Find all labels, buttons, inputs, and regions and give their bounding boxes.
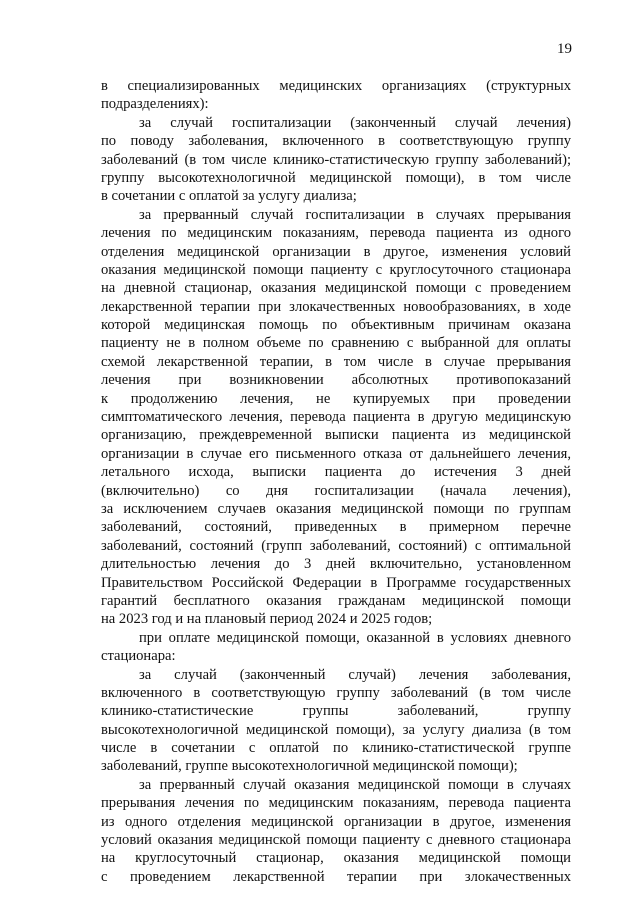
text-line: к продолжению лечения, не купируемых при проведении <box>101 390 571 407</box>
text-line: организации в случае его письменного отказа от дальнейшего лечения, <box>101 445 571 462</box>
text-line: за прерванный случай оказания медицинской помощи в случаях <box>139 776 571 793</box>
text-line: (включительно) со дня госпитализации (начала лечения), <box>101 482 571 499</box>
text-line: симптоматического лечения, перевода пациента в другую медицинскую <box>101 409 571 426</box>
text-line: организацию, преждевременной выписки пациента из медицинской <box>101 427 571 444</box>
text-line: за случай (законченный случай) лечения заболевания, <box>139 666 571 683</box>
text-line: за прерванный случай госпитализации в случаях прерывания <box>139 206 571 223</box>
text-line: высокотехнологичной медицинской помощи), за услугу диализа (в том <box>101 721 571 738</box>
text-line: отделения медицинской организации в другое, изменения условий <box>101 243 571 260</box>
text-line: включенного в соответствующую группу заболеваний (в том числе <box>101 684 571 701</box>
text-line: за исключением случаев оказания медицинской помощи по группам <box>101 500 571 517</box>
text-line: пациенту не в полном объеме по сравнению с выбранной для оплаты <box>101 335 571 352</box>
text-line: группу высокотехнологичной медицинской помощи), в том числе <box>101 169 571 186</box>
text-line: за случай госпитализации (законченный случай лечения) <box>139 114 571 131</box>
text-line: на дневной стационар, оказания медицинской помощи с проведением <box>101 280 571 297</box>
text-line: заболеваний (в том числе клинико-статистическую группу заболеваний); <box>101 151 571 168</box>
text-line: оказания медицинской помощи пациенту с круглосуточного стационара <box>101 261 571 278</box>
text-line: из одного отделения медицинской организации в другое, изменения <box>101 813 571 830</box>
text-line: в сочетании с оплатой за услугу диализа; <box>101 188 357 205</box>
text-line: по поводу заболевания, включенного в соответствующую группу <box>101 133 571 150</box>
text-line: на 2023 год и на плановый период 2024 и 2025 годов; <box>101 611 433 628</box>
text-line: Правительством Российской Федерации в Программе государственных <box>101 574 571 591</box>
text-line: лечения при возникновении абсолютных противопоказаний <box>101 372 571 389</box>
text-line: прерывания лечения по медицинским показаниям, перевода пациента <box>101 795 571 812</box>
text-line: в специализированных медицинских организациях (структурных <box>101 78 571 94</box>
text-line: числе в сочетании с оплатой по клинико-статистической группе <box>101 740 571 757</box>
text-line: которой медицинская помощь по объективным причинам оказана <box>101 317 571 334</box>
page-number: 19 <box>557 41 572 57</box>
text-line: при оплате медицинской помощи, оказанной в условиях дневного <box>139 629 571 646</box>
text-line: длительностью лечения до 3 дней включительно, установленном <box>101 556 571 573</box>
document-body <box>101 77 571 886</box>
text-line: заболеваний, состояний (групп заболеваний, состояний) с оптимальной <box>101 537 571 554</box>
text-line: на круглосуточный стационар, оказания медицинской помощи <box>101 850 571 867</box>
text-line: клинико-статистические группы заболеваний, группу <box>101 703 571 720</box>
text-line: заболеваний, состояний, приведенных в примерном перечне <box>101 519 571 536</box>
text-line: стационара: <box>101 648 176 665</box>
text-line: летального исхода, выписки пациента до истечения 3 дней <box>101 464 571 481</box>
text-line: с проведением лекарственной терапии при злокачественных <box>101 868 571 885</box>
text-line: схемой лекарственной терапии, в том числе в случае прерывания <box>101 353 571 370</box>
text-line: условий оказания медицинской помощи пациенту с дневного стационара <box>101 832 571 849</box>
text-line: заболеваний, группе высокотехнологичной медицинской помощи); <box>101 758 518 775</box>
text-line: лекарственной терапии при злокачественных новообразованиях, в ходе <box>101 298 571 315</box>
text-line: лечения по медицинским показаниям, перевода пациента из одного <box>101 225 571 242</box>
text-line: гарантий бесплатного оказания гражданам медицинской помощи <box>101 592 571 609</box>
text-line: подразделениях): <box>101 96 209 113</box>
